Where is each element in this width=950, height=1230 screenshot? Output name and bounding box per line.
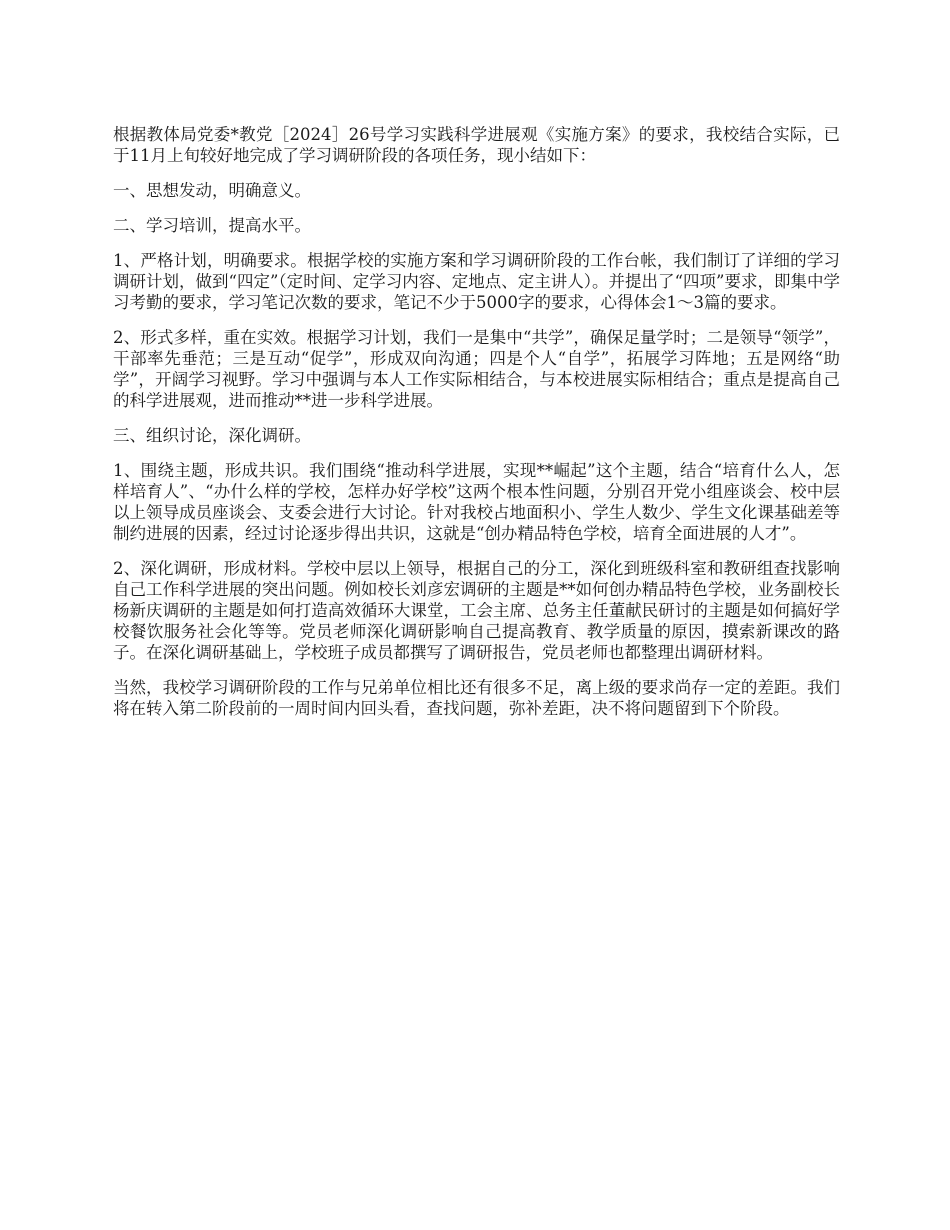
section-heading-2: 二、学习培训，提高水平。 bbox=[113, 216, 311, 235]
body-paragraph: 1、围绕主题，形成共识。我们围绕“推动科学进展，实现**崛起”这个主题，结合“培育什么人，怎样培育人”、“办什么样的学校，怎样办好学校”这两个根本性问题，分别召开党小组座谈会、校中层以上领导成员座谈会、支委会进行大讨论。针对我校占地面积小、学生人数少、学生文化课基础差等制约进展的因素，经过讨论逐步得出共识，这就是“创办精品特色学校，培育全面进展的人才”。 bbox=[113, 461, 840, 543]
body-paragraph: 2、形式多样，重在实效。根据学习计划，我们一是集中“共学”，确保足量学时；二是领导“领学”，干部率先垂范；三是互动“促学”，形成双向沟通；四是个人“自学”，拓展学习阵地；五是网络“助学”，开阔学习视野。学习中强调与本人工作实际相结合，与本校进展实际相结合；重点是提高自己的科学进展观，进而推动**进一步科学进展。 bbox=[113, 328, 840, 410]
intro-paragraph: 根据教体局党委*教党［2024］26号学习实践科学进展观《实施方案》的要求，我校结合实际，已于11月上旬较好地完成了学习调研阶段的各项任务，现小结如下： bbox=[113, 125, 840, 165]
body-paragraph: 1、严格计划，明确要求。根据学校的实施方案和学习调研阶段的工作台帐，我们制订了详细的学习调研计划，做到“四定”（定时间、定学习内容、定地点、定主讲人）。并提出了“四项”要求，即集中学习考勤的要求，学习笔记次数的要求，笔记不少于5000字的要求，心得体会1～3篇的要求。 bbox=[113, 251, 840, 312]
section-heading-1: 一、思想发动，明确意义。 bbox=[113, 181, 311, 200]
document-body bbox=[113, 124, 840, 733]
closing-paragraph: 当然，我校学习调研阶段的工作与兄弟单位相比还有很多不足，离上级的要求尚存一定的差距。我们将在转入第二阶段前的一周时间内回头看，查找问题，弥补差距，决不将问题留到下个阶段。 bbox=[113, 678, 840, 718]
section-heading-3: 三、组织讨论，深化调研。 bbox=[113, 426, 311, 445]
body-paragraph: 2、深化调研，形成材料。学校中层以上领导，根据自己的分工，深化到班级科室和教研组查找影响自己工作科学进展的突出问题。例如校长刘彦宏调研的主题是**如何创办精品特色学校，业务副校长杨新庆调研的主题是如何打造高效循环大课堂，工会主席、总务主任董献民研讨的主题是如何搞好学校餐饮服务社会化等等。党员老师深化调研影响自己提高教育、教学质量的原因，摸索新课改的路子。在深化调研基础上，学校班子成员都撰写了调研报告，党员老师也都整理出调研材料。 bbox=[113, 559, 840, 662]
